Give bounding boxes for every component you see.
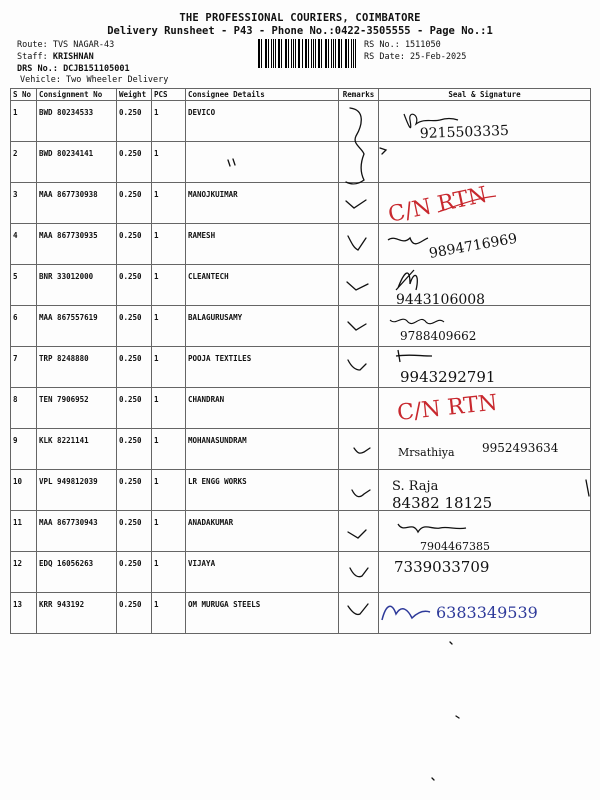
phone-row12: 7339033709 (394, 558, 490, 576)
cell-consignment: MAA 867730943 (37, 511, 117, 552)
cell-pcs: 1 (152, 470, 186, 511)
cell-weight: 0.250 (117, 142, 152, 183)
cell-consignee: RAMESH (186, 224, 339, 265)
header-pcs: PCS (152, 89, 186, 101)
cell-seal-signature (379, 224, 591, 265)
rs-date: RS Date: 25-Feb-2025 (364, 52, 467, 62)
cell-sno: 2 (11, 142, 37, 183)
cell-sno: 8 (11, 388, 37, 429)
cell-consignee: ANADAKUMAR (186, 511, 339, 552)
cell-consignment: MAA 867730935 (37, 224, 117, 265)
cell-sno: 7 (11, 347, 37, 388)
cell-consignee: OM MURUGA STEELS (186, 593, 339, 634)
cell-remarks (339, 511, 379, 552)
phone-row6: 9788409662 (400, 329, 477, 343)
cell-seal-signature (379, 593, 591, 634)
cell-consignee: MOHANASUNDRAM (186, 429, 339, 470)
cell-pcs: 1 (152, 511, 186, 552)
stray-marks (432, 642, 459, 780)
table-row (11, 306, 591, 347)
cell-consignment: BWD 80234141 (37, 142, 117, 183)
cell-weight: 0.250 (117, 224, 152, 265)
phone-row10: 84382 18125 (392, 494, 493, 512)
cell-weight: 0.250 (117, 265, 152, 306)
phone-row13: 6383349539 (436, 603, 538, 622)
cell-seal-signature (379, 552, 591, 593)
cell-weight: 0.250 (117, 101, 152, 142)
cell-remarks (339, 347, 379, 388)
return-stamp-row3: C/N RTN (386, 182, 490, 228)
name-row10: S. Raja (392, 479, 439, 494)
drs-label: DRS No.: DCJB151105001 (17, 64, 130, 74)
table-row (11, 511, 591, 552)
cell-consignment: KLK 8221141 (37, 429, 117, 470)
table-row (11, 429, 591, 470)
table-row (11, 142, 591, 183)
cell-pcs: 1 (152, 552, 186, 593)
cell-consignee: BALAGURUSAMY (186, 306, 339, 347)
cell-sno: 5 (11, 265, 37, 306)
cell-remarks (339, 265, 379, 306)
cell-remarks (339, 306, 379, 347)
table-row (11, 101, 591, 142)
cell-consignee: CLEANTECH (186, 265, 339, 306)
header-consignee: Consignee Details (186, 89, 339, 101)
cell-pcs: 1 (152, 142, 186, 183)
cell-seal-signature (379, 101, 591, 142)
cell-pcs: 1 (152, 306, 186, 347)
cell-remarks (339, 470, 379, 511)
header-remarks: Remarks (339, 89, 379, 101)
cell-weight: 0.250 (117, 511, 152, 552)
cell-sno: 1 (11, 101, 37, 142)
cell-pcs: 1 (152, 265, 186, 306)
cell-consignment: KRR 943192 (37, 593, 117, 634)
cell-weight: 0.250 (117, 183, 152, 224)
table-row (11, 593, 591, 634)
cell-sno: 3 (11, 183, 37, 224)
cell-consignee: LR ENGG WORKS (186, 470, 339, 511)
table-row (11, 388, 591, 429)
drs-barcode (258, 39, 358, 68)
cell-pcs: 1 (152, 183, 186, 224)
cell-consignment: BWD 80234533 (37, 101, 117, 142)
cell-seal-signature (379, 511, 591, 552)
cell-pcs: 1 (152, 224, 186, 265)
cell-consignment: VPL 949812039 (37, 470, 117, 511)
phone-row1: 9215503335 (419, 122, 510, 142)
cell-consignment: MAA 867557619 (37, 306, 117, 347)
table-header-row (11, 89, 591, 101)
cell-consignment: BNR 33012000 (37, 265, 117, 306)
cell-weight: 0.250 (117, 429, 152, 470)
cell-weight: 0.250 (117, 593, 152, 634)
cell-remarks (339, 429, 379, 470)
cell-sno: 12 (11, 552, 37, 593)
cell-consignment: EDQ 16056263 (37, 552, 117, 593)
header-sno: S No (11, 89, 37, 101)
staff-label: Staff: KRISHNAN (17, 52, 94, 62)
cell-seal-signature (379, 347, 591, 388)
cell-sno: 6 (11, 306, 37, 347)
header-weight: Weight (117, 89, 152, 101)
cell-pcs: 1 (152, 593, 186, 634)
cell-remarks (339, 142, 379, 183)
cell-consignee (186, 142, 339, 183)
cell-seal-signature (379, 183, 591, 224)
cell-remarks (339, 101, 379, 142)
cell-consignee: VIJAYA (186, 552, 339, 593)
cell-sno: 13 (11, 593, 37, 634)
cell-remarks (339, 388, 379, 429)
runsheet-table (10, 88, 591, 634)
name-row9: Mrsathiya (398, 446, 455, 459)
phone-row11: 7904467385 (420, 540, 490, 553)
cell-consignment: TEN 7906952 (37, 388, 117, 429)
phone-row7: 9943292791 (400, 368, 496, 386)
cell-weight: 0.250 (117, 306, 152, 347)
cell-remarks (339, 552, 379, 593)
cell-seal-signature (379, 142, 591, 183)
cell-remarks (339, 593, 379, 634)
cell-pcs: 1 (152, 388, 186, 429)
cell-seal-signature (379, 388, 591, 429)
cell-remarks (339, 224, 379, 265)
table-row (11, 347, 591, 388)
cell-sno: 10 (11, 470, 37, 511)
cell-seal-signature (379, 429, 591, 470)
cell-seal-signature (379, 470, 591, 511)
cell-sno: 4 (11, 224, 37, 265)
table-row (11, 183, 591, 224)
header-seal: Seal & Signature (379, 89, 591, 101)
cell-consignee: DEVICO (186, 101, 339, 142)
cell-weight: 0.250 (117, 552, 152, 593)
phone-row5: 9443106008 (396, 292, 486, 308)
phone-row4: 9894716969 (427, 230, 519, 262)
route-label: Route: TVS NAGAR-43 (17, 40, 115, 50)
cell-pcs: 1 (152, 429, 186, 470)
table-row (11, 224, 591, 265)
cell-weight: 0.250 (117, 388, 152, 429)
cell-consignment: MAA 867730938 (37, 183, 117, 224)
cell-sno: 11 (11, 511, 37, 552)
cell-consignee: POOJA TEXTILES (186, 347, 339, 388)
cell-pcs: 1 (152, 347, 186, 388)
cell-seal-signature (379, 265, 591, 306)
table-row (11, 552, 591, 593)
cell-weight: 0.250 (117, 347, 152, 388)
header-consignment: Consignment No (37, 89, 117, 101)
cell-pcs: 1 (152, 101, 186, 142)
phone-row9: 9952493634 (482, 441, 559, 455)
rs-number: RS No.: 1511050 (364, 40, 441, 50)
return-stamp-row8: C/N RTN (396, 390, 499, 426)
cell-weight: 0.250 (117, 470, 152, 511)
table-row (11, 265, 591, 306)
table-row (11, 470, 591, 511)
runsheet-title: Delivery Runsheet - P43 - Phone No.:0422-3505555 - Page No.:1 (107, 25, 493, 37)
cell-sno: 9 (11, 429, 37, 470)
cell-consignee: CHANDRAN (186, 388, 339, 429)
cell-consignment: TRP 8248880 (37, 347, 117, 388)
cell-consignee: MANOJKUIMAR (186, 183, 339, 224)
company-title: THE PROFESSIONAL COURIERS, COIMBATORE (179, 12, 421, 24)
vehicle-label: Vehicle: Two Wheeler Delivery (20, 75, 169, 85)
cell-remarks (339, 183, 379, 224)
cell-seal-signature (379, 306, 591, 347)
